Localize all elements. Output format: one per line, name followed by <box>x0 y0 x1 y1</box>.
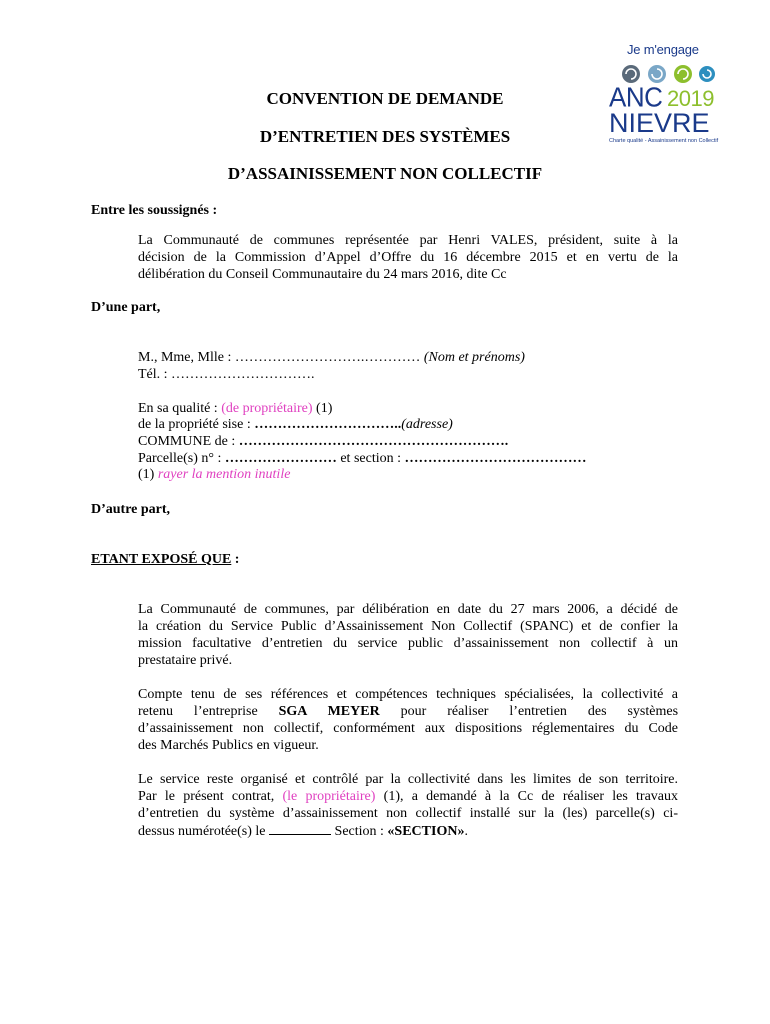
qualite-value: (de propriétaire) <box>221 401 313 416</box>
expose-paragraph-3 <box>138 771 678 840</box>
footnote-number: (1) <box>138 467 155 482</box>
para2-line2-a: retenu l’entreprise <box>138 704 258 719</box>
document-title-line1: CONVENTION DE DEMANDE <box>266 89 504 108</box>
name-field-line <box>138 350 525 366</box>
party1-paragraph <box>138 232 678 283</box>
expose-heading-colon: : <box>231 552 240 567</box>
contractor-name: SGA MEYER <box>278 704 380 719</box>
section-field: «SECTION» <box>387 824 465 839</box>
logo-tagline: Je m'engage <box>627 42 699 57</box>
date-blank <box>269 822 331 835</box>
section-label: et section : <box>340 451 401 466</box>
propriete-hint: (adresse) <box>401 417 453 432</box>
parcelle-line <box>138 451 587 467</box>
commune-label: COMMUNE de : <box>138 434 236 449</box>
parcelle-label: Parcelle(s) n° : <box>138 451 222 466</box>
expose-paragraph-2 <box>138 686 678 754</box>
qualite-note: (1) <box>316 401 333 416</box>
logo-year: 2019 <box>667 86 714 111</box>
qualite-line <box>138 401 332 417</box>
party1-line1: La Communauté de communes représentée par Henri VALES, président, suite à la <box>138 233 678 248</box>
name-field-hint: (Nom et prénoms) <box>423 350 525 365</box>
expose-heading <box>91 552 239 568</box>
party1-line3: délibération du Conseil Communautaire du 24 mars 2016, dite Cc <box>138 267 507 282</box>
para3-line4-a: dessus numérotée(s) le <box>138 824 266 839</box>
logo-dept: NIEVRE <box>609 108 710 138</box>
section-label-2: Section : <box>334 824 384 839</box>
tel-field-line: Tél. : …………………………. <box>138 367 315 382</box>
para2-line1: Compte tenu de ses références et compétences techniques spécialisées, la collectivité a <box>138 687 678 702</box>
para2-line2 <box>138 703 678 720</box>
footnote-text: rayer la mention inutile <box>157 467 291 482</box>
dautre-part-heading: D’autre part, <box>91 502 171 517</box>
commune-dots: …………………………………………………. <box>238 434 509 449</box>
para3-line2 <box>138 788 678 805</box>
name-field-label: M., Mme, Mlle : ……………………….………… <box>138 350 421 365</box>
para1-line: mission facultative d’entretien du service public d’assainissement non collectif à un <box>138 636 678 651</box>
propriete-dots: ………………………….. <box>254 417 402 432</box>
footnote-line <box>138 467 290 483</box>
para1-line: la création du Service Public d’Assainissement Non Collectif (SPANC) et de confier la <box>138 619 678 634</box>
para2-line4: des Marchés Publics en vigueur. <box>138 738 319 753</box>
para2-line2-c: pour réaliser l’entretien des systèmes <box>400 704 679 719</box>
propriete-line <box>138 417 453 433</box>
document-title-line3: D’ASSAINISSEMENT NON COLLECTIF <box>227 164 543 183</box>
expose-paragraph-1 <box>138 601 678 669</box>
dune-part-heading: D’une part, <box>91 300 161 315</box>
entre-heading: Entre les soussignés : <box>91 203 218 218</box>
logo-subtitle: Charte qualité - Assainissement non Collectif <box>609 138 719 144</box>
para3-line4 <box>138 822 678 840</box>
para3-owner: (le propriétaire) <box>282 789 376 804</box>
para1-line: La Communauté de communes, par délibération en date du 27 mars 2006, a décidé de <box>138 602 678 617</box>
document-title-line2: D’ENTRETIEN DES SYSTÈMES <box>259 127 511 146</box>
logo-anc: ANC <box>609 81 663 113</box>
para2-line3: d’assainissement non collectif, conformément aux dispositions réglementaires du Code <box>138 721 678 736</box>
section-dots: ………………………………… <box>404 451 587 466</box>
para3-line1: Le service reste organisé et contrôlé par la collectivité dans les limites de son territoire. <box>138 772 678 787</box>
para3-period: . <box>464 824 468 839</box>
party1-line2: décision de la Commission d’Appel d’Offre du 16 décembre 2015 et en vertu de la <box>138 250 678 265</box>
expose-heading-text: ETANT EXPOSÉ QUE <box>91 552 232 567</box>
propriete-label: de la propriété sise : <box>138 417 251 432</box>
para3-line3: d’entretien du système d’assainissement non collectif installé sur la (les) parcelle(s) ci- <box>138 806 678 821</box>
qualite-label: En sa qualité : <box>138 401 218 416</box>
commune-line <box>138 434 508 450</box>
parcelle-dots: …………………… <box>224 451 337 466</box>
para3-line2-a: Par le présent contrat, <box>138 789 275 804</box>
para1-line: prestataire privé. <box>138 653 233 668</box>
para3-line2-c: (1), a demandé à la Cc de réaliser les travaux <box>383 789 679 804</box>
